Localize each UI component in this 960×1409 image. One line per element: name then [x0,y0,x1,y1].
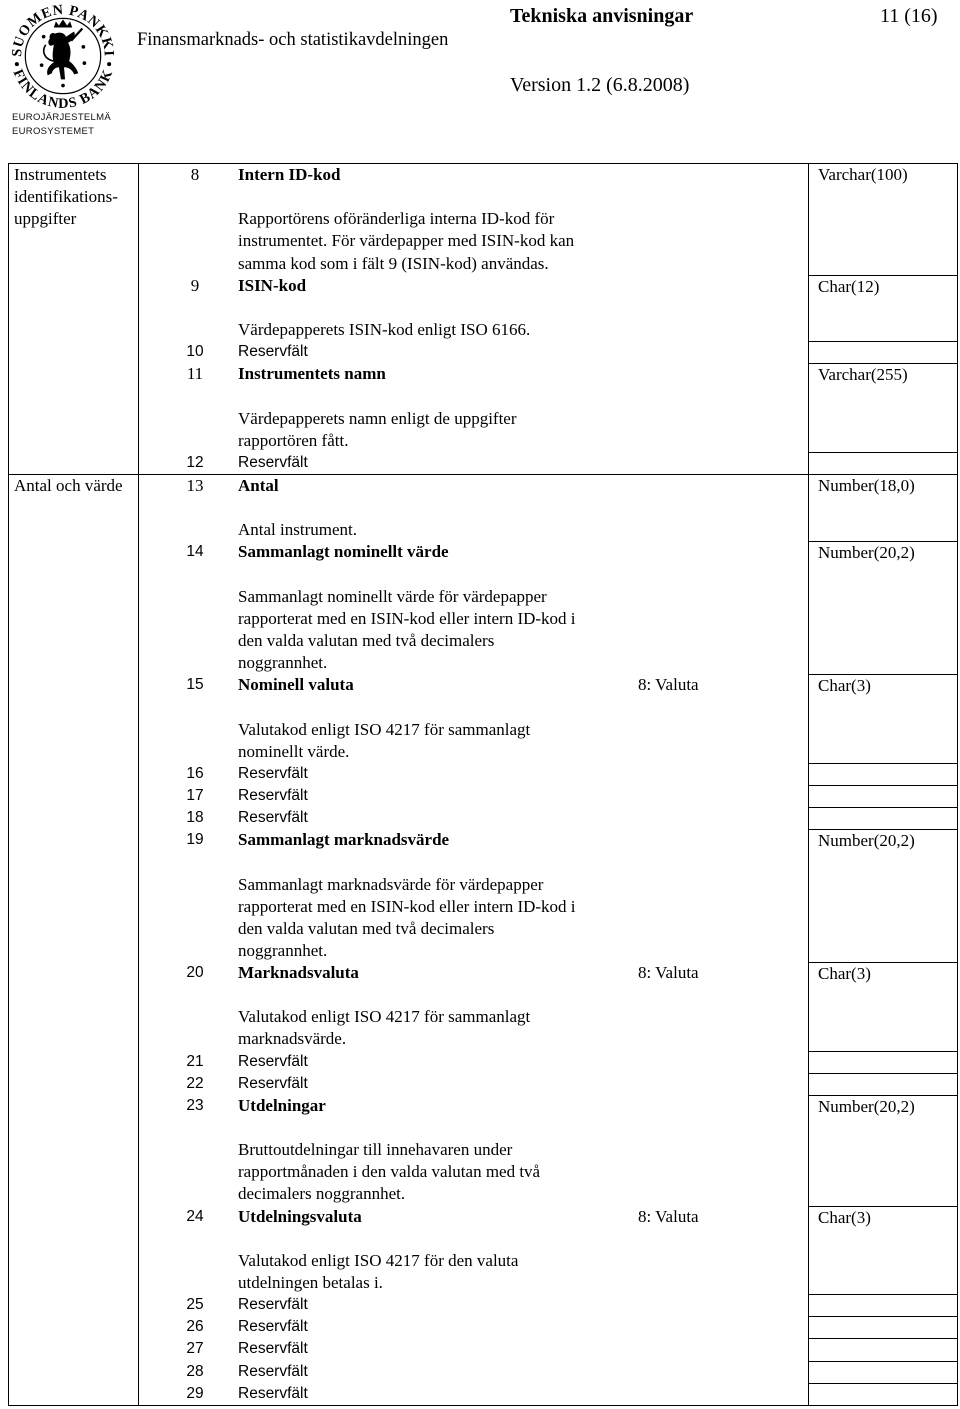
field-name: Intern ID-kod [238,165,341,184]
field-name: Reservfält [238,786,308,804]
field-row [139,962,957,1051]
field-number: 17 [186,786,204,804]
description-line: nominellt värde. [238,741,350,761]
field-number: 15 [186,676,204,694]
group-fields [139,164,957,474]
description-line: Värdepapperets ISIN-kod enligt ISO 6166. [238,319,531,339]
description-line: rapporterat med en ISIN-kod eller intern ID-kod i [238,896,576,916]
group-label-line: Instrumentets [14,165,107,184]
field-row [139,674,957,763]
field-name: Nominell valuta [238,675,354,695]
field-header [139,475,957,497]
field-row [139,341,957,363]
description-line: decimalers noggrannhet. [238,1184,406,1204]
field-header [139,164,957,186]
description-line: rapportmånaden i den valda valutan med två [238,1162,541,1182]
field-reference: 8: Valuta [638,675,699,695]
field-row [139,1338,957,1360]
field-type: Varchar(100) [818,165,908,184]
field-header [139,674,957,696]
field-type: Char(12) [818,276,880,296]
group-label-line: identifikations- [14,187,118,207]
field-row [139,1316,957,1338]
description-line: Sammanlagt marknadsvärde för värdepapper [238,874,544,894]
field-number: 29 [186,1384,204,1402]
field-name: Reservfält [238,1318,308,1336]
description-line: instrumentet. För värdepapper med ISIN-kod kan [238,231,575,251]
field-name: Reservfält [238,764,308,782]
field-number: 22 [186,1074,204,1092]
description-line: Valutakod enligt ISO 4217 för den valuta [238,1250,519,1270]
description-line: Bruttoutdelningar till innehavaren under [238,1140,513,1160]
field-header [139,1294,957,1316]
field-name: Reservfält [238,1074,308,1092]
field-row [139,275,957,341]
description-line: rapportören fått. [238,430,349,450]
field-header [139,275,957,297]
field-row [139,1051,957,1073]
seal-text-bottom: FINLANDS BANK [9,66,117,112]
field-row [139,829,957,962]
field-header [139,1206,957,1228]
field-type: Char(3) [818,1207,871,1227]
finlands-bank-logo [7,0,125,140]
eurosystem-label-sv: EUROSYSTEMET [12,126,95,137]
field-header [139,829,957,851]
field-number: 23 [186,1096,204,1114]
group-label-line: uppgifter [14,209,77,229]
field-number: 28 [186,1362,204,1380]
seal-separator-dot [107,62,111,66]
field-name: Antal [238,475,279,495]
seal-separator-dot [15,62,19,66]
field-name: Utdelningar [238,1095,326,1115]
field-name: Utdelningsvaluta [238,1206,362,1226]
field-name: ISIN-kod [238,275,307,295]
field-name: Sammanlagt marknadsvärde [238,830,450,850]
field-group [9,475,957,1406]
field-type: Number(20,2) [818,1096,915,1116]
field-row [139,763,957,785]
group-fields [139,475,957,1405]
field-name: Sammanlagt nominellt värde [238,542,449,562]
lion-emblem-icon [40,19,86,87]
field-header [139,341,957,363]
field-number: 24 [186,1207,204,1225]
field-row [139,1361,957,1383]
field-name: Reservfält [238,453,308,471]
field-header [139,541,957,563]
description-line: utdelningen betalas i. [238,1273,383,1293]
field-row [139,1095,957,1206]
field-header [139,452,957,474]
group-label-line: Antal och värde [14,475,123,495]
field-header [139,1383,957,1405]
field-name: Reservfält [238,1362,308,1380]
document-title: Tekniska anvisningar [510,5,694,27]
description-line: den valda valutan med två decimalers [238,918,495,938]
field-name: Reservfält [238,1052,308,1070]
field-type: Char(3) [818,676,871,696]
field-number: 8 [190,165,200,184]
group-label [9,475,139,1405]
field-header [139,1051,957,1073]
field-row [139,452,957,474]
field-number: 10 [186,343,204,361]
eurosystem-label-fi: EUROJÄRJESTELMÄ [12,112,111,123]
seal-text-top: SUOMEN PANKKI [9,1,117,58]
department-name: Finansmarknads- och statistikavdelningen [137,30,449,50]
field-row [139,785,957,807]
field-type: Number(20,2) [818,831,915,851]
field-reference: 8: Valuta [638,1206,699,1226]
field-type: Number(18,0) [818,475,915,495]
field-number: 20 [186,964,204,982]
field-number: 26 [186,1318,204,1336]
field-type: Char(3) [818,964,871,984]
field-header [139,1073,957,1095]
field-table [8,163,958,1406]
description-line: noggrannhet. [238,653,328,673]
description-line: rapporterat med en ISIN-kod eller intern ID-kod i [238,608,576,628]
field-number: 13 [186,475,204,495]
field-number: 11 [186,364,204,384]
field-row [139,541,957,674]
field-name: Marknadsvaluta [238,963,359,983]
field-name: Reservfält [238,1296,308,1314]
field-header [139,1338,957,1360]
description-line: Antal instrument. [238,520,357,540]
field-row [139,164,957,275]
field-group [9,164,957,475]
field-type: Varchar(255) [818,365,908,385]
field-header [139,1316,957,1338]
finlands-bank-seal [7,0,119,112]
field-number: 19 [186,831,204,849]
field-number: 14 [186,543,204,561]
field-number: 16 [186,764,204,782]
field-name: Reservfält [238,1340,308,1358]
field-header [139,363,957,385]
description-line: Valutakod enligt ISO 4217 för sammanlagt [238,719,531,739]
field-number: 21 [186,1052,204,1070]
description-line: den valda valutan med två decimalers [238,630,495,650]
description-line: Rapportörens oföränderliga interna ID-kod för [238,209,555,229]
field-row [139,475,957,541]
description-line: Värdepapperets namn enligt de uppgifter [238,408,517,428]
field-number: 25 [186,1296,204,1314]
field-row [139,363,957,452]
field-number: 27 [186,1340,204,1358]
description-line: marknadsvärde. [238,1029,347,1049]
description-line: samma kod som i fält 9 (ISIN-kod) användas. [238,253,549,273]
field-name: Reservfält [238,1384,308,1402]
description-line: noggrannhet. [238,940,328,960]
page-number: 11 (16) [880,5,938,27]
field-row [139,1294,957,1316]
document-version: Version 1.2 (6.8.2008) [510,74,690,96]
field-name: Instrumentets namn [238,364,386,384]
description-line: Sammanlagt nominellt värde för värdepapper [238,586,547,606]
field-number: 9 [190,275,200,295]
field-header [139,1095,957,1117]
field-type: Number(20,2) [818,543,915,563]
group-label [9,164,139,474]
field-header [139,807,957,829]
field-name: Reservfält [238,343,308,361]
field-name: Reservfält [238,809,308,827]
field-row [139,807,957,829]
field-header [139,785,957,807]
field-number: 18 [186,809,204,827]
field-header [139,763,957,785]
field-row [139,1383,957,1405]
field-row [139,1073,957,1095]
field-reference: 8: Valuta [638,963,699,983]
field-number: 12 [186,453,204,471]
field-header [139,1361,957,1383]
field-header [139,962,957,984]
description-line: Valutakod enligt ISO 4217 för sammanlagt [238,1007,531,1027]
field-row [139,1206,957,1295]
